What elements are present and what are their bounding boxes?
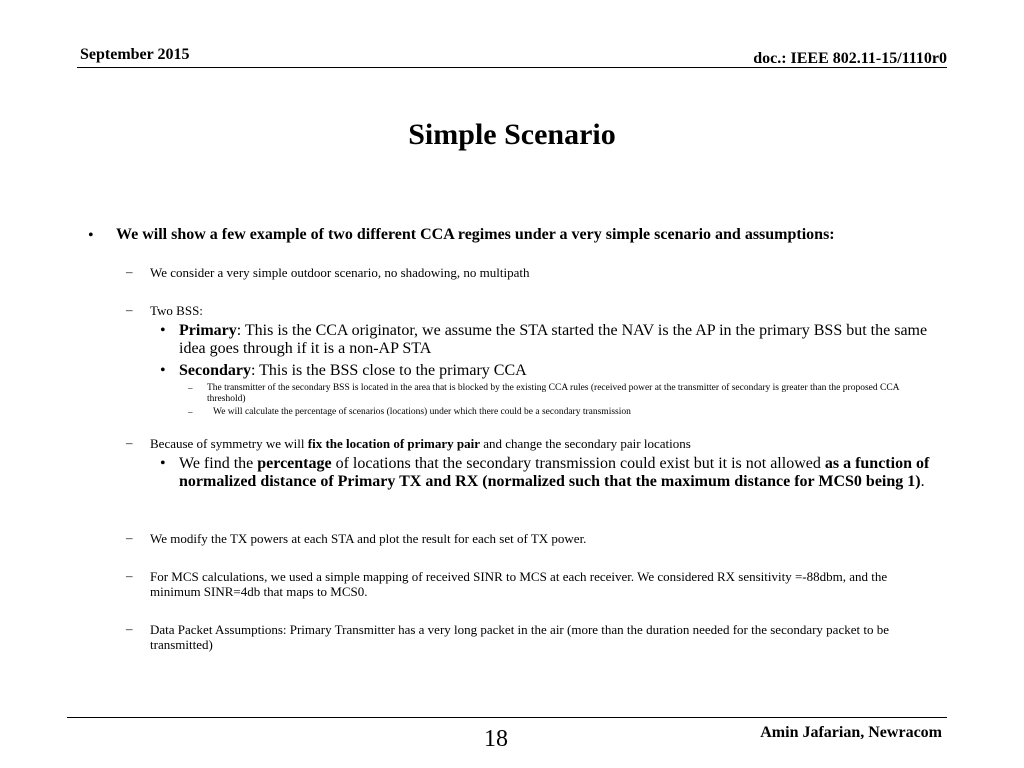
item-two-bss: Two BSS: <box>150 303 203 318</box>
find-bold-function: as a function of normalized distance of Primary TX and RX (normalized such that the maximum distance for MCS0 being 1) <box>179 455 930 490</box>
dash-marker: – <box>188 383 193 393</box>
dash-marker: – <box>126 302 133 317</box>
dash-marker: – <box>126 530 133 545</box>
dash-marker: – <box>126 435 133 450</box>
find-mid: of locations that the secondary transmission could exist but it is not allowed <box>331 455 825 472</box>
item-secondary <box>179 362 939 380</box>
footer-author: Amin Jafarian, Newracom <box>760 724 942 741</box>
page-number: 18 <box>484 726 508 752</box>
secondary-label: Secondary <box>179 362 251 379</box>
dash-marker: – <box>126 621 133 636</box>
item-packet: Data Packet Assumptions: Primary Transmitter has a very long packet in the air (more than the duration needed for the secondary packet to be transmitted) <box>150 622 889 652</box>
symmetry-pre: Because of symmetry we will <box>150 436 308 451</box>
symmetry-post: and change the secondary pair locations <box>480 436 691 451</box>
find-bold-percentage: percentage <box>257 455 332 472</box>
item-secondary-sub2: We will calculate the percentage of scenarios (locations) under which there could be a secondary transmission <box>213 407 631 417</box>
find-pre: We find the <box>179 455 258 472</box>
slide-title: Simple Scenario <box>408 118 616 151</box>
header-doc-id: doc.: IEEE 802.11-15/1110r0 <box>753 50 947 67</box>
item-primary <box>179 322 939 358</box>
footer-divider <box>67 717 947 718</box>
symmetry-bold: fix the location of primary pair <box>307 436 480 451</box>
dash-marker: – <box>126 264 133 279</box>
header-date: September 2015 <box>80 46 190 63</box>
bullet-marker: • <box>160 455 166 472</box>
primary-label: Primary <box>179 322 237 339</box>
primary-text: : This is the CCA originator, we assume the STA started the NAV is the AP in the primary BSS but the same idea goes through if it is a non-AP STA <box>179 322 928 357</box>
main-bullet-marker: • <box>88 227 94 244</box>
item-scenario: We consider a very simple outdoor scenario, no shadowing, no multipath <box>150 265 530 280</box>
bullet-marker: • <box>160 322 166 339</box>
find-post: . <box>920 473 925 490</box>
main-bullet-text: We will show a few example of two different CCA regimes under a very simple scenario and assumptions: <box>116 226 835 243</box>
item-mcs: For MCS calculations, we used a simple mapping of received SINR to MCS at each receiver. We considered RX sensitivity =-88dbm, and the minimum SINR=4db that maps to MCS0. <box>150 569 888 599</box>
bullet-marker: • <box>160 362 166 379</box>
dash-marker: – <box>188 407 193 417</box>
item-find-percentage <box>179 455 939 491</box>
secondary-text: : This is the BSS close to the primary CCA <box>251 362 527 379</box>
item-tx-powers: We modify the TX powers at each STA and plot the result for each set of TX power. <box>150 531 587 546</box>
dash-marker: – <box>126 568 133 583</box>
item-symmetry <box>150 436 940 451</box>
item-secondary-sub1: The transmitter of the secondary BSS is located in the area that is blocked by the existing CCA rules (received power at the transmitter of secondary is greater than the proposed CCA threshold) <box>207 383 899 404</box>
